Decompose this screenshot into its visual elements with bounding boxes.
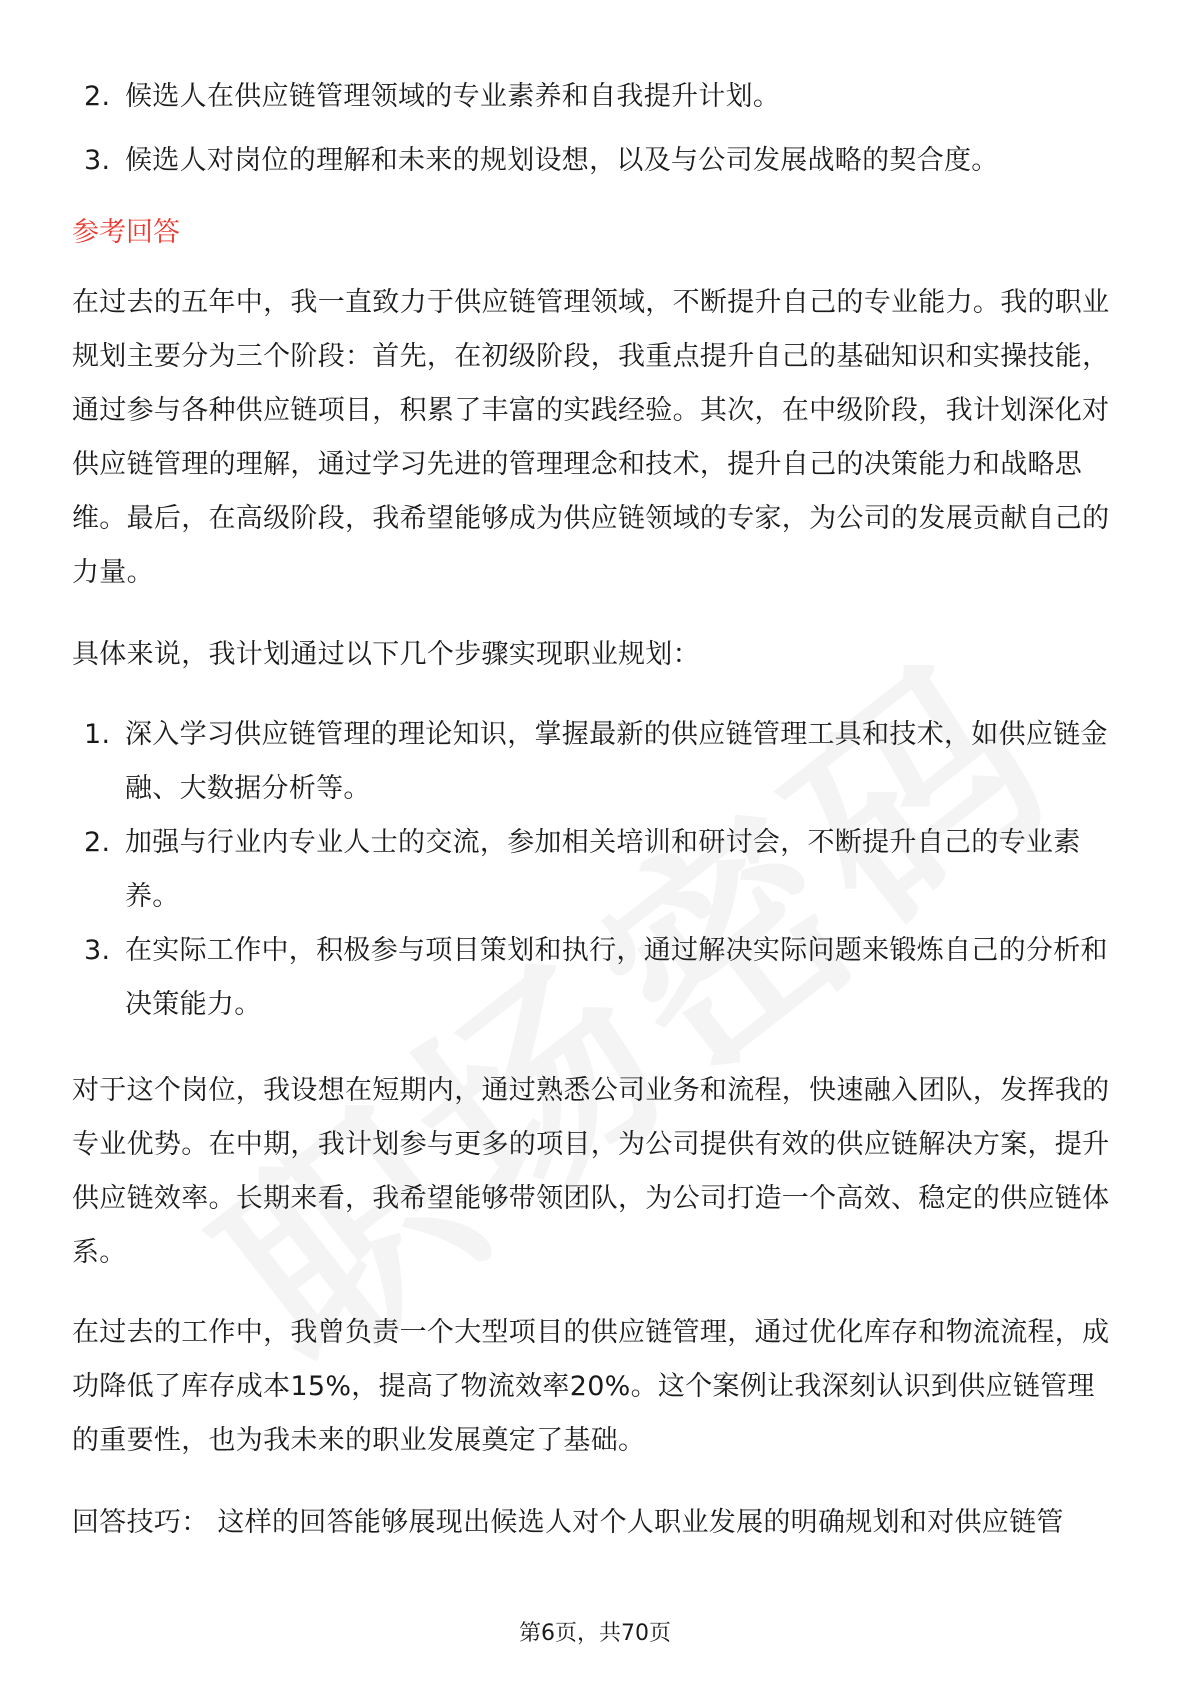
list-item <box>72 816 1122 924</box>
list-item <box>72 132 1122 190</box>
list-item <box>72 68 1122 126</box>
answer-paragraph-2: 具体来说，我计划通过以下几个步骤实现职业规划： <box>72 639 700 670</box>
list-text: 候选人对岗位的理解和未来的规划设想，以及与公司发展战略的契合度。 <box>125 145 999 176</box>
list-text: 深入学习供应链管理的理论知识，掌握最新的供应链管理工具和技术，如供应链金融、大数据分析等。 <box>125 719 1108 804</box>
page-content <box>72 68 1122 1552</box>
answer-paragraph-4: 在过去的工作中，我曾负责一个大型项目的供应链管理，通过优化库存和物流流程，成功降低了库存成本15%，提高了物流效率20%。这个案例让我深刻认识到供应链管理的重要性，也为我未来的职业发展奠定了基础。 <box>72 1317 1110 1456</box>
list-text: 在实际工作中，积极参与项目策划和执行，通过解决实际问题来锻炼自己的分析和决策能力。 <box>125 935 1108 1020</box>
list-number: 3. <box>84 935 111 966</box>
answer-paragraph-1: 在过去的五年中，我一直致力于供应链管理领域，不断提升自己的专业能力。我的职业规划主要分为三个阶段：首先，在初级阶段，我重点提升自己的基础知识和实操技能，通过参与各种供应链项目，积累了丰富的实践经验。其次，在中级阶段，我计划深化对供应链管理的理解，通过学习先进的管理理念和技术，提升自己的决策能力和战略思维。最后，在高级阶段，我希望能够成为供应链领域的专家，为公司的发展贡献自己的力量。 <box>72 287 1110 588</box>
section-heading: 参考回答 <box>72 217 180 248</box>
page-number: 第6页，共70页 <box>519 1621 671 1646</box>
list-number: 2. <box>84 81 111 112</box>
list-number: 3. <box>84 145 111 176</box>
list-item <box>72 708 1122 816</box>
list-number: 1. <box>84 719 111 750</box>
answer-paragraph-3: 对于这个岗位，我设想在短期内，通过熟悉公司业务和流程，快速融入团队，发挥我的专业优势。在中期，我计划参与更多的项目，为公司提供有效的供应链解决方案，提升供应链效率。长期来看，我希望能够带领团队，为公司打造一个高效、稳定的供应链体系。 <box>72 1075 1110 1268</box>
list-text: 候选人在供应链管理领域的专业素养和自我提升计划。 <box>125 81 781 112</box>
criteria-list <box>72 68 1122 190</box>
list-number: 2. <box>84 827 111 858</box>
answer-tip: 回答技巧： 这样的回答能够展现出候选人对个人职业发展的明确规划和对供应链管 <box>72 1507 1064 1538</box>
list-item <box>72 924 1122 1032</box>
steps-list <box>72 708 1122 1032</box>
list-text: 加强与行业内专业人士的交流，参加相关培训和研讨会，不断提升自己的专业素养。 <box>125 827 1081 912</box>
